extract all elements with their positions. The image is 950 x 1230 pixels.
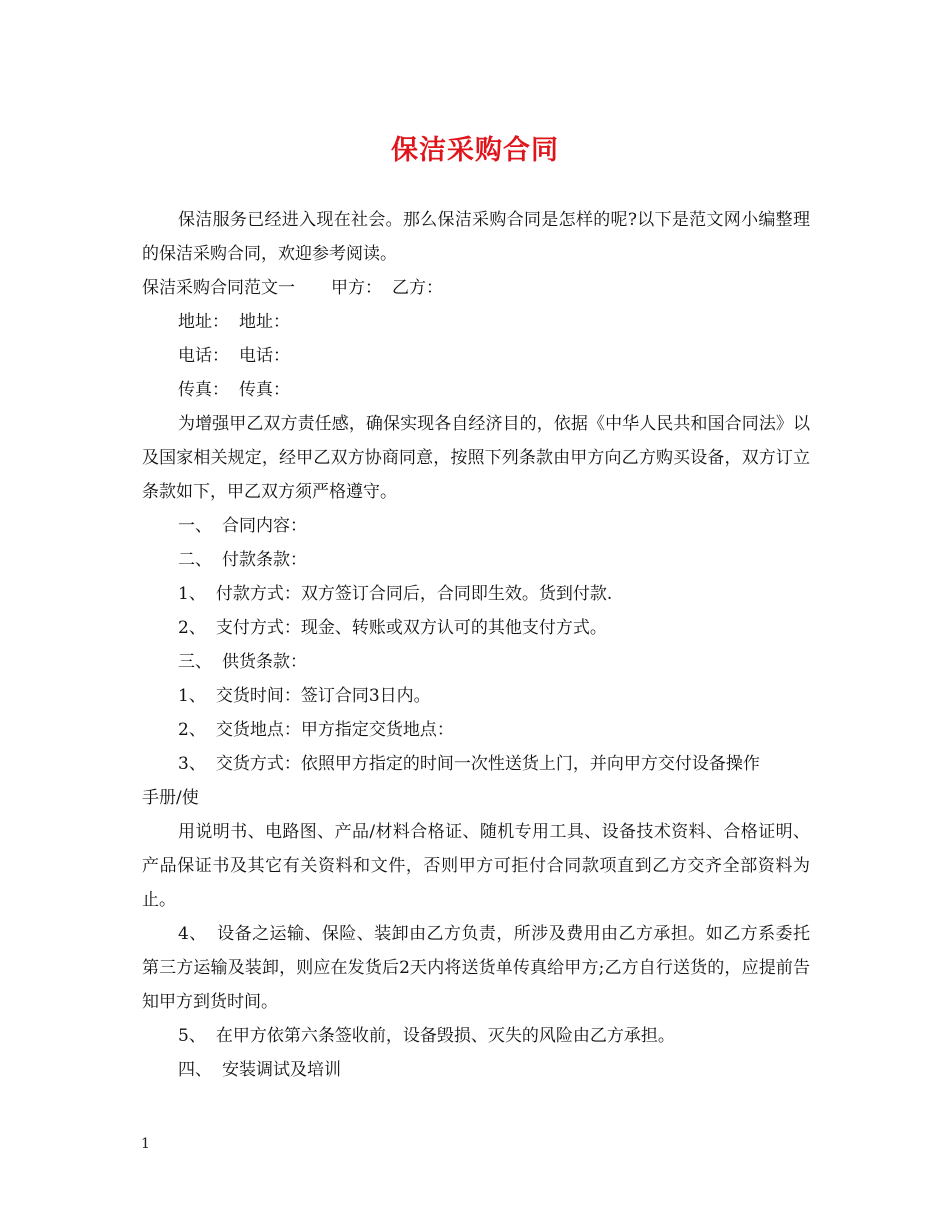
item-number: 3、 (178, 754, 206, 774)
item-text: 支付方式：现金、转账或双方认可的其他支付方式。 (215, 618, 607, 638)
section-3-title: 供货条款： (222, 652, 307, 672)
section-4-number: 四、 (178, 1060, 212, 1080)
section-3-item-3-wrap: 手册/使 (142, 788, 199, 808)
section-3-item-1 (142, 679, 810, 713)
item-number: 1、 (178, 584, 206, 604)
section-2-item-2 (142, 611, 810, 645)
item-number: 2、 (178, 618, 206, 638)
page-number: 1 (141, 1136, 150, 1152)
item-number: 5、 (178, 1026, 206, 1046)
fax-a-label: 传真： (178, 380, 229, 400)
item-text: 交货地点：甲方指定交货地点： (215, 720, 454, 740)
section-1-title: 合同内容： (222, 516, 307, 536)
section-2-heading (142, 543, 810, 577)
section-2-number: 二、 (178, 550, 212, 570)
section-3-item-3-continuation: 用说明书、电路图、产品/材料合格证、随机专用工具、设备技术资料、合格证明、产品保证书及其它有关资料和文件，否则甲方可拒付合同款项直到乙方交齐全部资料为止。 (142, 822, 810, 910)
document-body (142, 203, 810, 1087)
address-line (142, 305, 810, 339)
phone-a-label: 电话： (178, 346, 229, 366)
section-3-item-2 (142, 713, 810, 747)
section-3-item-4 (142, 917, 810, 1019)
section-3-number: 三、 (178, 652, 212, 672)
item-text: 付款方式：双方签订合同后，合同即生效。货到付款. (215, 584, 613, 604)
sample-heading-line (142, 271, 810, 305)
party-a-label: 甲方： (331, 278, 382, 298)
phone-line (142, 339, 810, 373)
fax-line (142, 373, 810, 407)
section-4-title: 安装调试及培训 (222, 1060, 341, 1080)
phone-b-label: 电话： (239, 346, 290, 366)
section-1-heading (142, 509, 810, 543)
fax-b-label: 传真： (239, 380, 290, 400)
item-number: 1、 (178, 686, 206, 706)
section-2-title: 付款条款： (222, 550, 307, 570)
section-1-number: 一、 (178, 516, 212, 536)
address-a-label: 地址： (178, 312, 229, 332)
section-3-heading (142, 645, 810, 679)
item-text: 交货时间：签订合同3日内。 (215, 686, 431, 706)
sample-heading: 保洁采购合同范文一 (142, 278, 295, 298)
intro-paragraph: 保洁服务已经进入现在社会。那么保洁采购合同是怎样的呢?以下是范文网小编整理的保洁采购合同，欢迎参考阅读。 (142, 210, 810, 264)
item-number: 4、 (178, 924, 207, 944)
item-text: 设备之运输、保险、装卸由乙方负责，所涉及费用由乙方承担。如乙方系委托第三方运输及装卸，则应在发货后2天内将送货单传真给甲方;乙方自行送货的，应提前告知甲方到货时间。 (142, 924, 810, 1012)
item-text: 在甲方依第六条签收前，设备毁损、灭失的风险由乙方承担。 (215, 1026, 675, 1046)
preamble-paragraph: 为增强甲乙双方责任感，确保实现各自经济目的，依据《中华人民共和国合同法》以及国家相关规定，经甲乙双方协商同意，按照下列条款由甲方向乙方购买设备，双方订立条款如下，甲乙双方须严格遵守。 (142, 414, 810, 502)
section-3-item-5 (142, 1019, 810, 1053)
item-text: 交货方式：依照甲方指定的时间一次性送货上门，并向甲方交付设备操作 (215, 754, 760, 774)
party-b-label: 乙方： (392, 278, 443, 298)
section-2-item-1 (142, 577, 810, 611)
address-b-label: 地址： (239, 312, 290, 332)
section-4-heading (142, 1053, 810, 1087)
document-title: 保洁采购合同 (391, 135, 559, 166)
item-number: 2、 (178, 720, 206, 740)
section-3-item-3 (142, 747, 810, 781)
